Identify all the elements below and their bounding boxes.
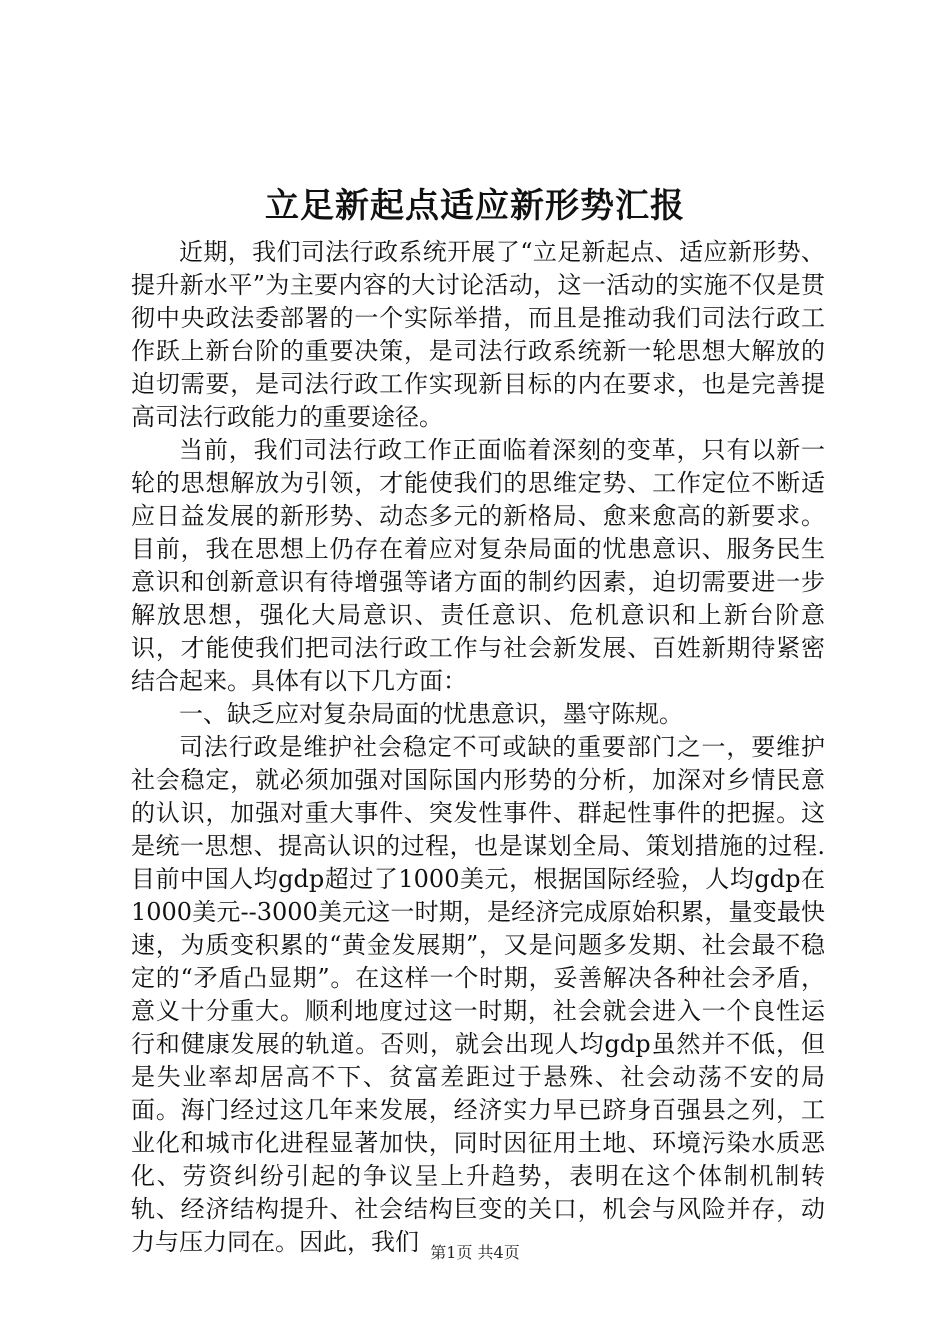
paragraph-current-situation: 当前，我们司法行政工作正面临着深刻的变革，只有以新一轮的思想解放为引领，才能使我们的思维定势、工作定位不断适应日益发展的新形势、动态多元的新格局、愈来愈高的新要求。目前，我在思想上仍存在着应对复杂局面的忧患意识、服务民生意识和创新意识有待增强等诸方面的制约因素，迫切需要进一步解放思想，强化大局意识、责任意识、危机意识和上新台阶意识，才能使我们把司法行政工作与社会新发展、百姓新期待紧密结合起来。具体有以下几方面： [131,436,825,695]
document-body [131,236,825,1259]
section-heading-1: 一、缺乏应对复杂局面的忧患意识，墨守陈规。 [179,700,683,728]
document-title: 立足新起点适应新形势汇报 [265,186,685,226]
paragraph-section-1: 司法行政是维护社会稳定不可或缺的重要部门之一，要维护社会稳定，就必须加强对国际国内形势的分析，加深对乡情民意的认识，加强对重大事件、突发性事件、群起性事件的把握。这是统一思想、提高认识的过程，也是谋划全局、策划措施的过程.目前中国人均gdp超过了1000美元，根据国际经验，人均gdp在1000美元--3000美元这一时期，是经济完成原始积累，量变最快速，为质变积累的“黄金发展期”，又是问题多发期、社会最不稳定的“矛盾凸显期”。在这样一个时期，妥善解决各种社会矛盾，意义十分重大。顺利地度过这一时期，社会就会进入一个良性运行和健康发展的轨道。否则，就会出现人均gdp虽然并不低，但是失业率却居高不下、贫富差距过于悬殊、社会动荡不安的局面。海门经过这几年来发展，经济实力早已跻身百强县之列，工业化和城市化进程显著加快，同时因征用土地、环境污染水质恶化、劳资纠纷引起的争议呈上升趋势，表明在这个体制机制转轨、经济结构提升、社会结构巨变的关口，机会与风险并存，动力与压力同在。因此，我们 [131,733,825,1256]
page-footer: 第1页 共4页 [430,1243,520,1262]
paragraph-intro: 近期，我们司法行政系统开展了“立足新起点、适应新形势、提升新水平”为主要内容的大讨论活动，这一活动的实施不仅是贯彻中央政法委部署的一个实际举措，而且是推动我们司法行政工作跃上新台阶的重要决策，是司法行政系统新一轮思想大解放的迫切需要，是司法行政工作实现新目标的内在要求，也是完善提高司法行政能力的重要途径。 [131,238,825,431]
